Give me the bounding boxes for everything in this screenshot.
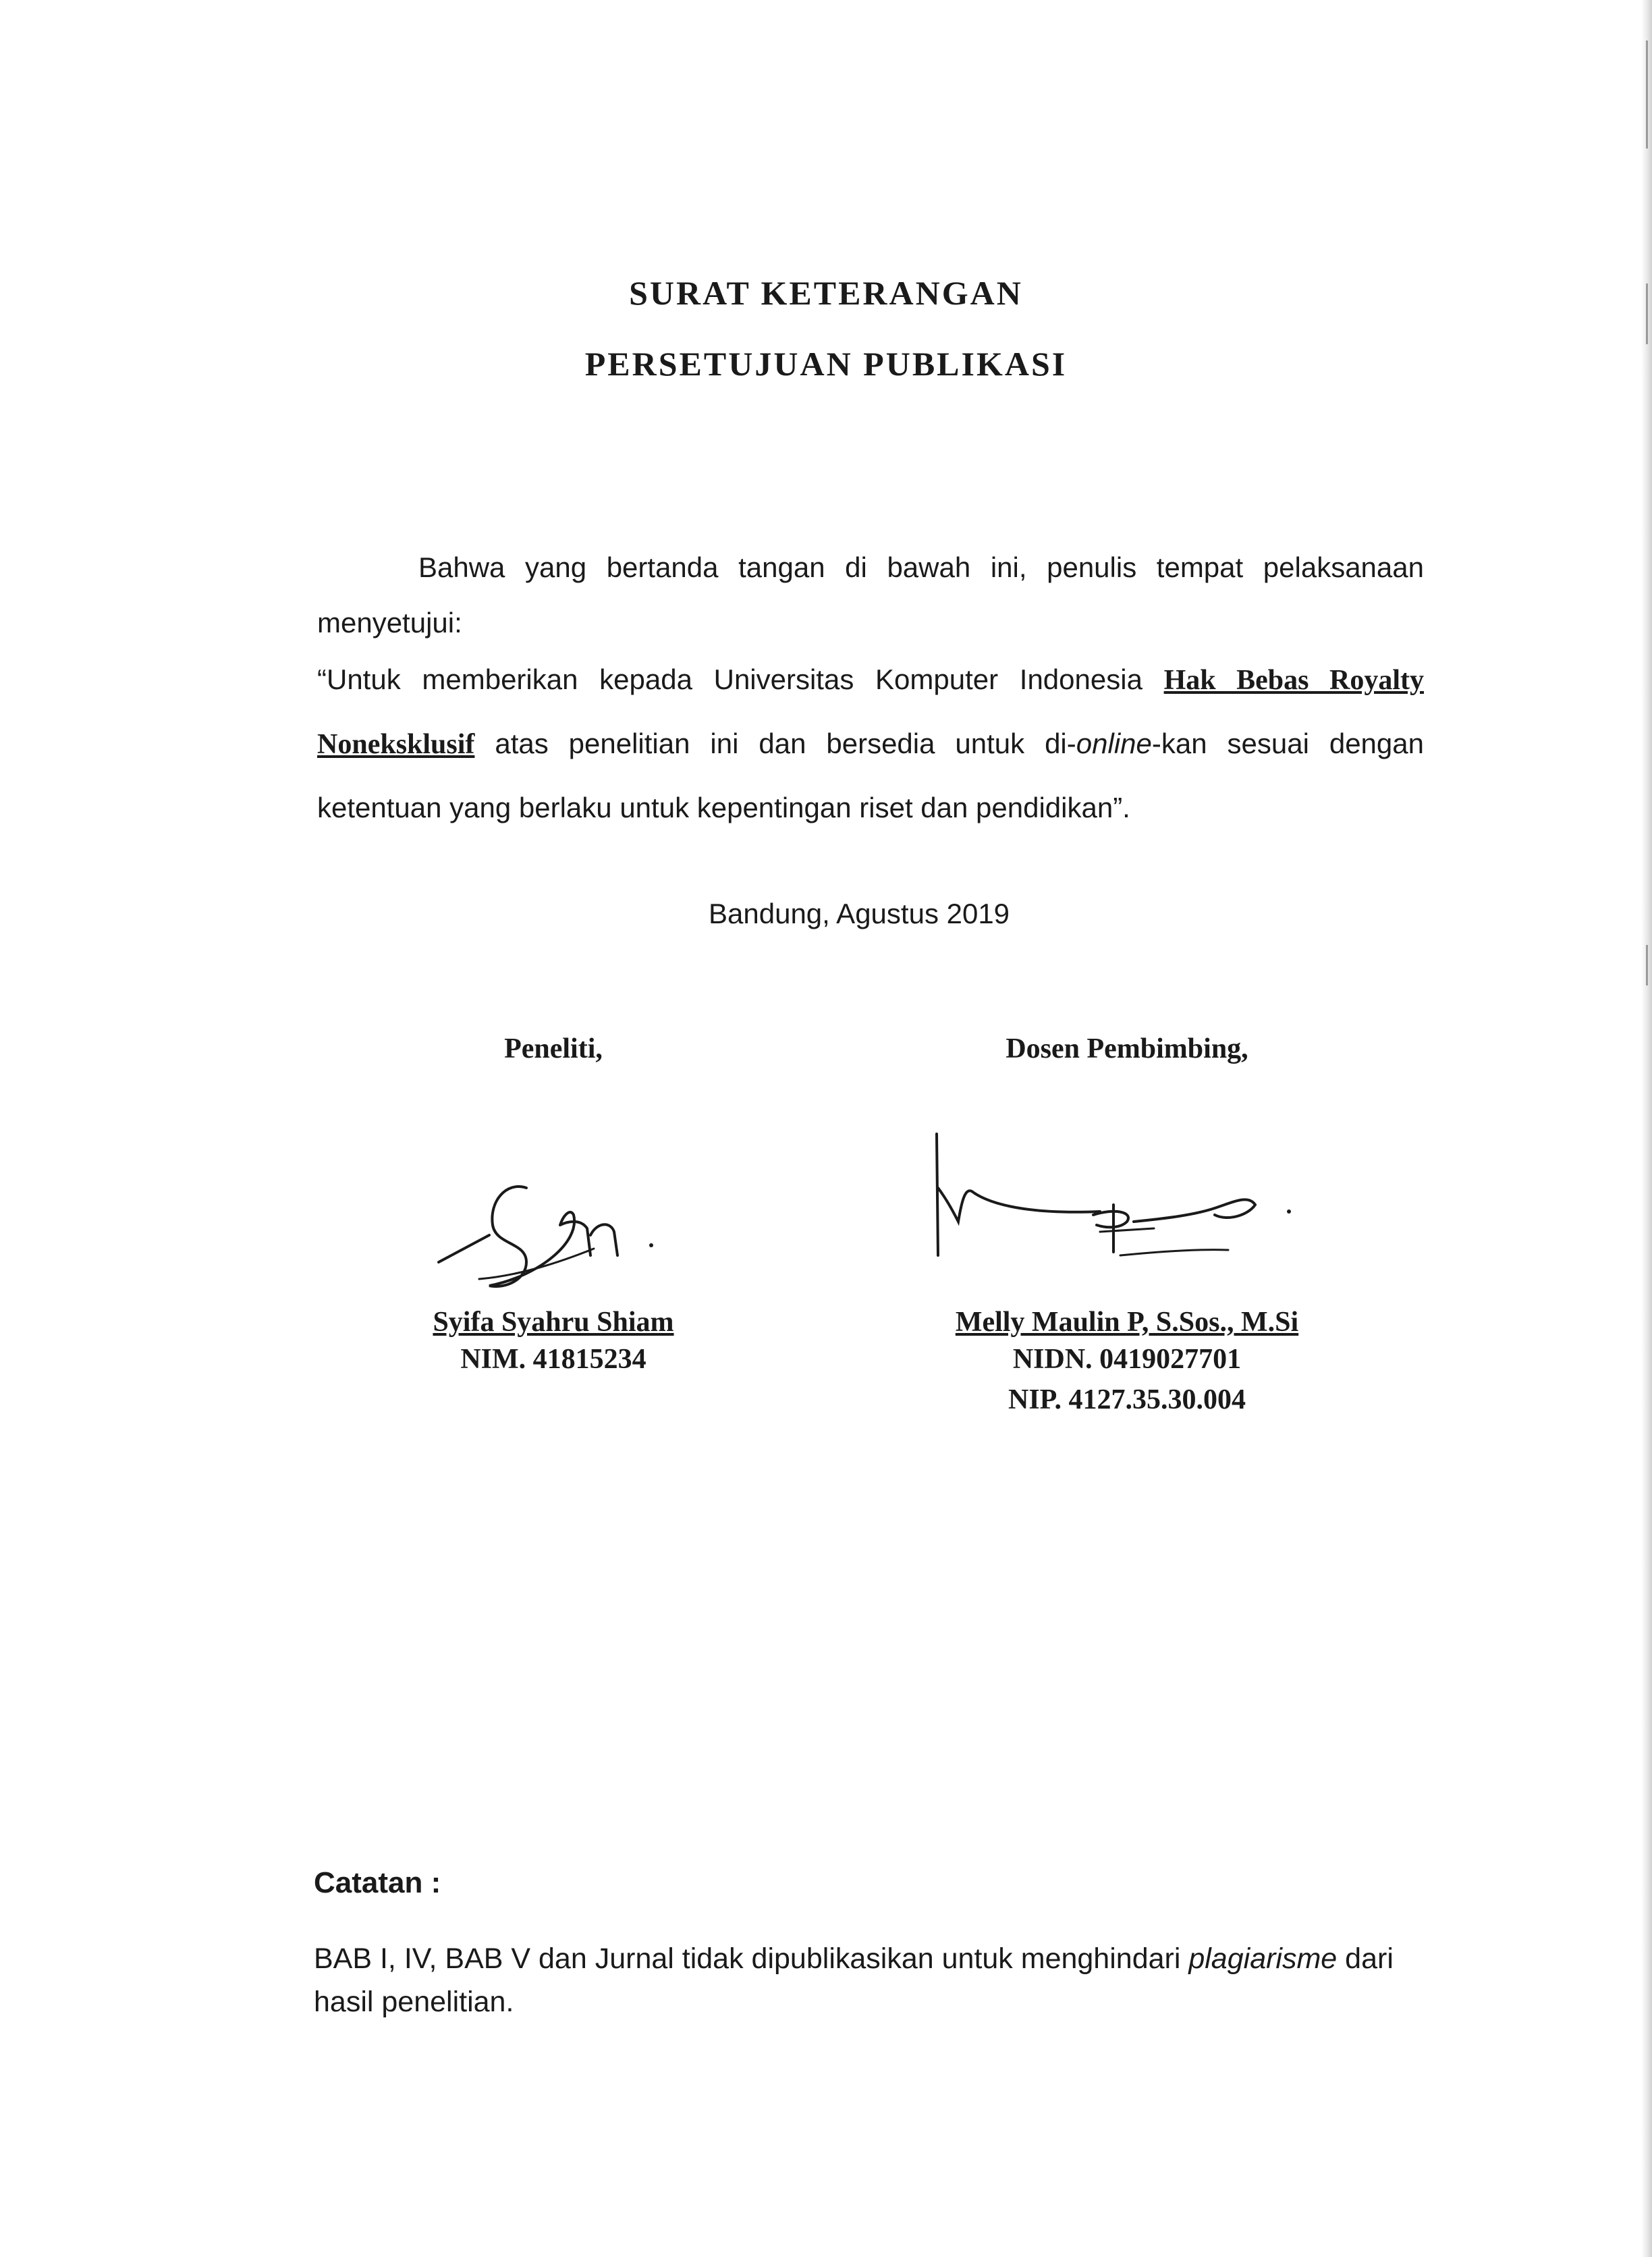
lead-paragraph: Bahwa yang bertanda tangan di bawah ini, penulis tempat pelaksanaan menyetujui: — [317, 551, 1424, 638]
quote-italic: online — [1076, 728, 1152, 759]
supervisor-name: Melly Maulin P, S.Sos., M.Si — [955, 1307, 1299, 1338]
supervisor-role: Dosen Pembimbing, — [1006, 1033, 1248, 1064]
quote-emphasis: Hak Bebas Royalty Noneksklusif — [317, 665, 1424, 760]
document-title-line1: SURAT KETERANGAN — [629, 274, 1023, 312]
note-text-part: dari hasil penelitian. — [314, 1942, 1394, 2018]
researcher-role: Peneliti, — [504, 1033, 603, 1064]
place-date: Bandung, Agustus 2019 — [709, 898, 1010, 929]
quote-paragraph — [317, 648, 1424, 840]
edge-mark — [1646, 945, 1648, 985]
document-title-line2: PERSETUJUAN PUBLIKASI — [584, 345, 1068, 383]
supervisor-nip: NIP. 4127.35.30.004 — [1008, 1384, 1246, 1415]
supervisor-nidn: NIDN. 0419027701 — [1012, 1344, 1242, 1375]
note-label: Catatan : — [314, 1866, 441, 1899]
page-edge — [1641, 0, 1652, 2257]
researcher-name: Syifa Syahru Shiam — [433, 1307, 674, 1338]
researcher-nim: NIM. 41815234 — [460, 1344, 646, 1375]
researcher-signature — [425, 1161, 682, 1309]
note-italic: plagiarisme — [1188, 1942, 1338, 1975]
quote-text: -kan sesuai dengan ketentuan yang berlaku untuk kepentingan riset dan pendidikan”. — [317, 728, 1424, 823]
quote-text: “Untuk memberikan kepada Universitas Komputer Indonesia — [317, 663, 1164, 695]
edge-mark — [1646, 40, 1648, 148]
quote-text: atas penelitian ini dan bersedia untuk di- — [474, 728, 1076, 759]
note-text-part: BAB I, IV, BAB V dan Jurnal tidak dipublikasikan untuk menghindari — [314, 1942, 1189, 1975]
note-text — [314, 1937, 1461, 2023]
supervisor-signature — [911, 1120, 1316, 1282]
